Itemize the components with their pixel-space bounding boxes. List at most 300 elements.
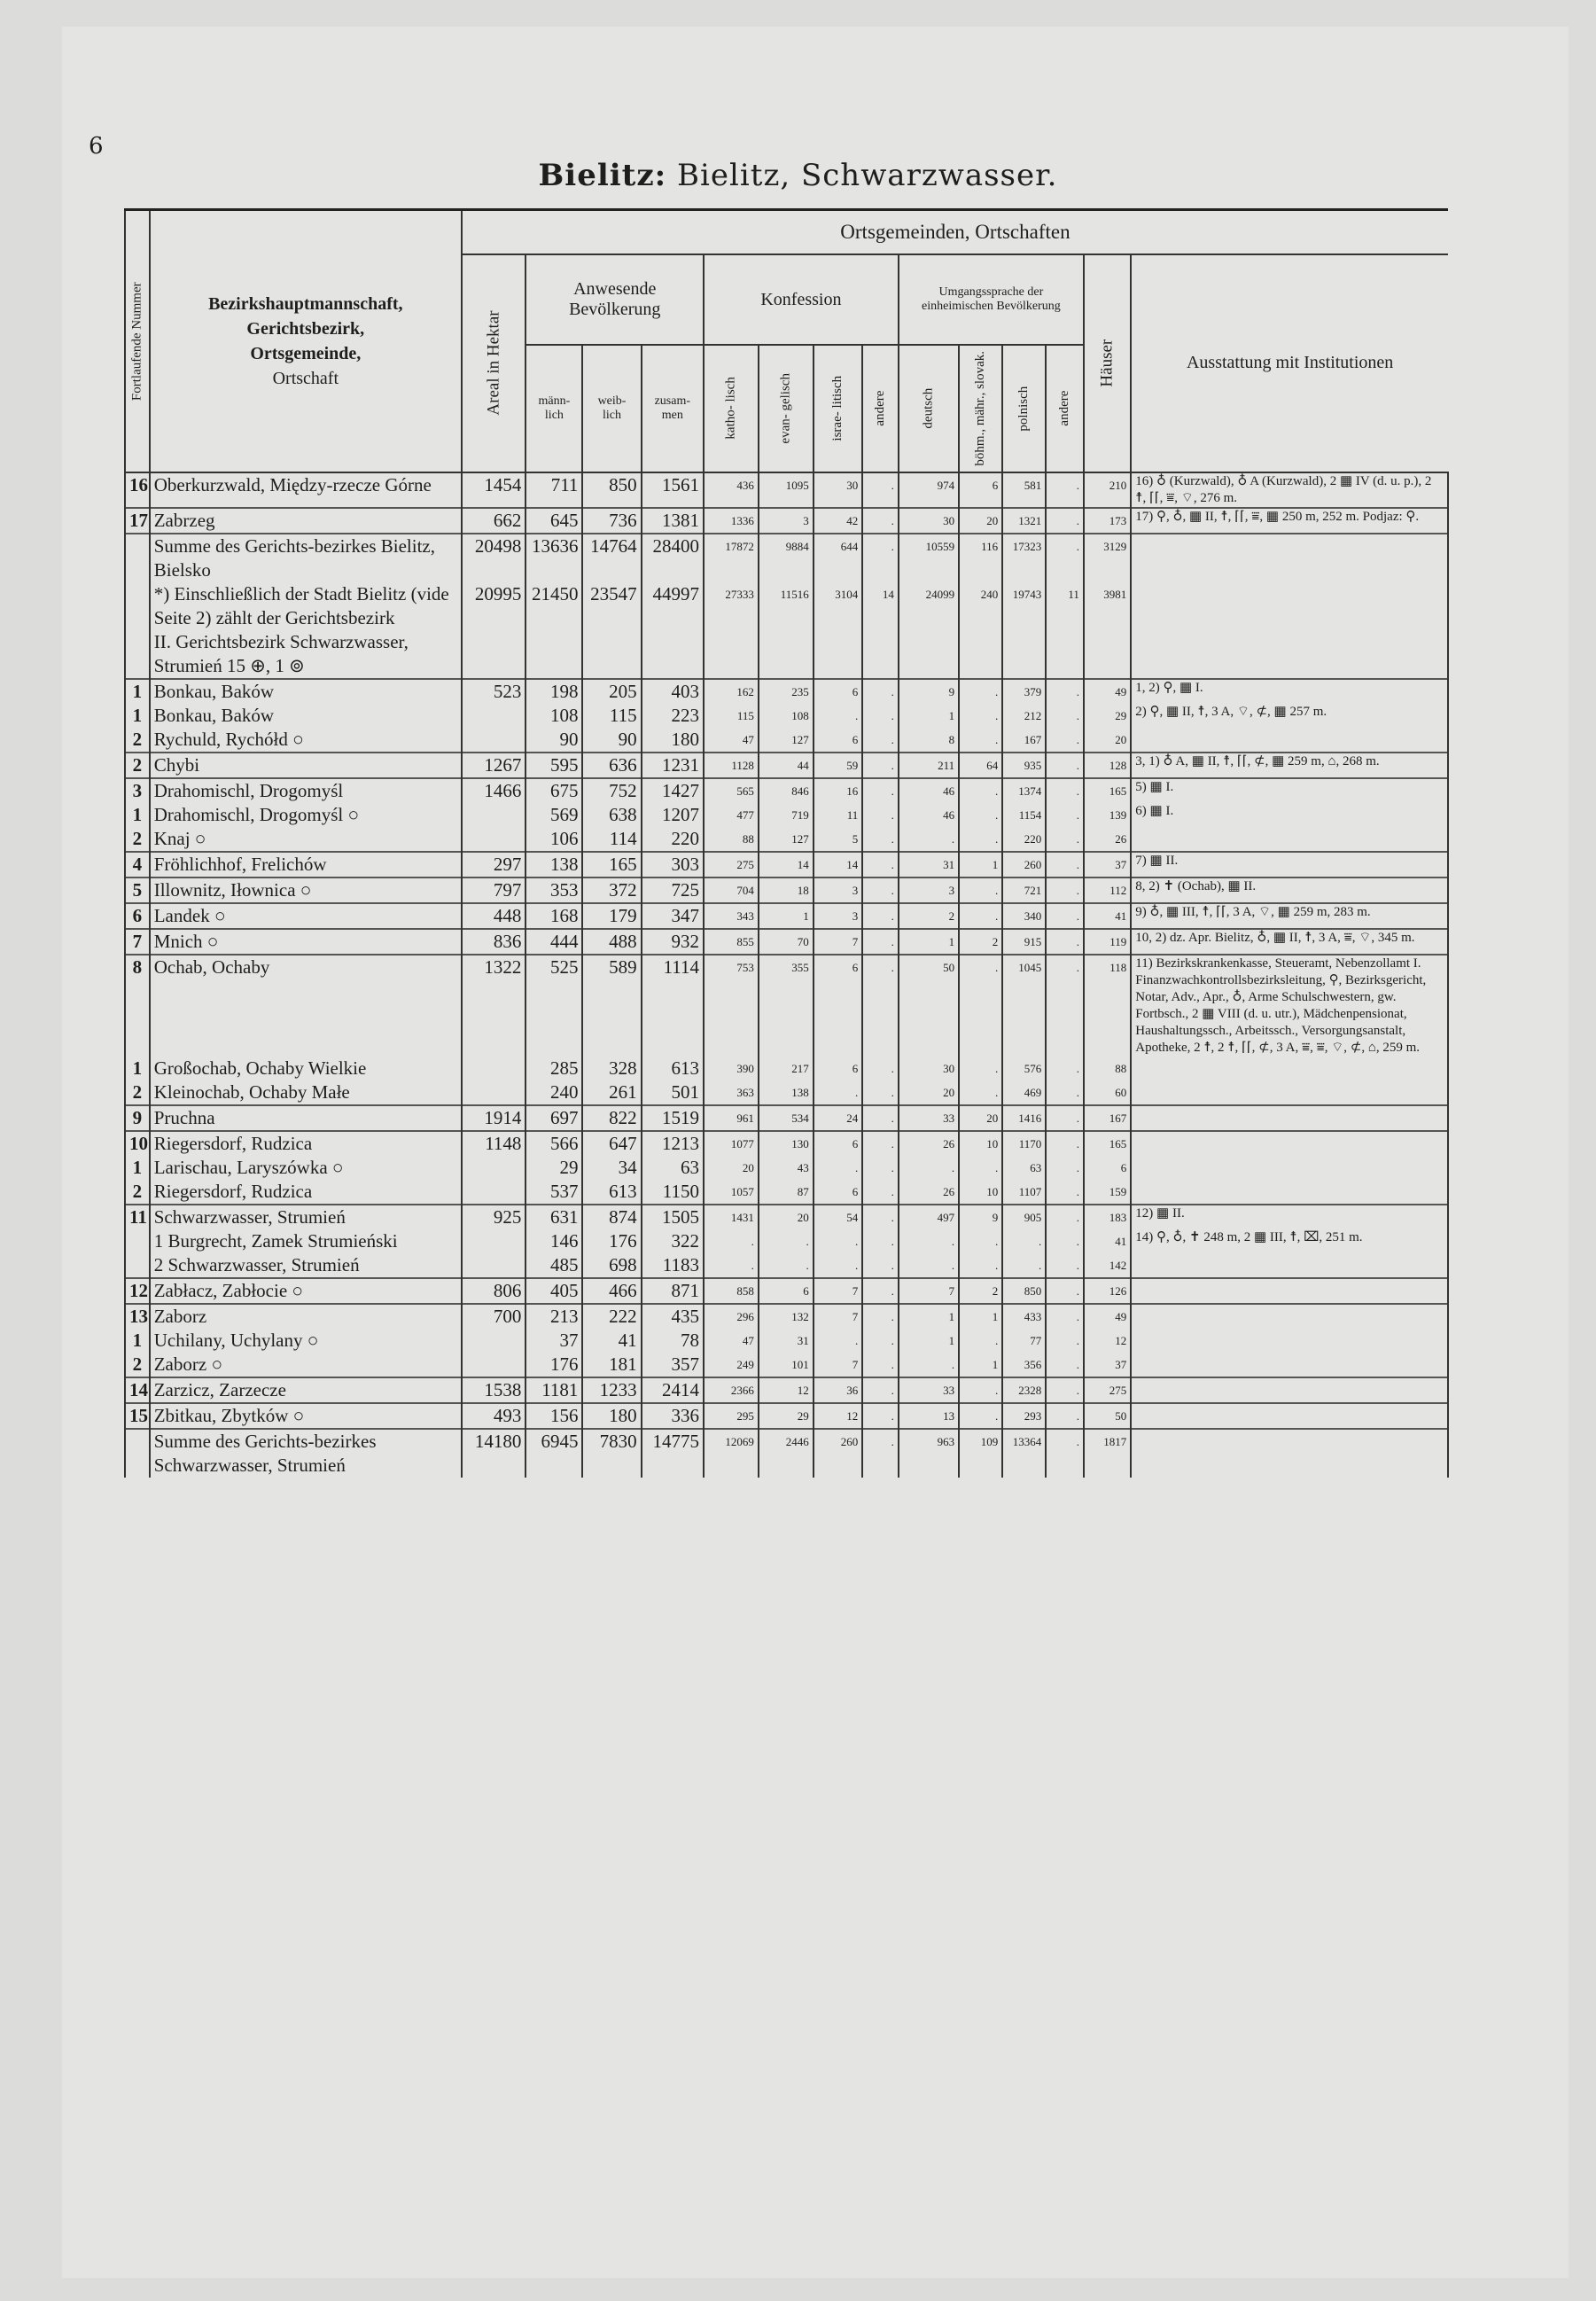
cell-de: 2 bbox=[899, 903, 959, 929]
cell-an: . bbox=[1046, 1329, 1084, 1353]
table-row bbox=[125, 852, 1448, 878]
cell-bo: 9 bbox=[959, 1205, 1002, 1229]
cell-ev: 70 bbox=[759, 929, 814, 955]
row-number bbox=[125, 1229, 150, 1253]
cell-pl: 293 bbox=[1002, 1403, 1046, 1429]
cell-kat: 27333 bbox=[704, 582, 759, 630]
cell-isr: . bbox=[814, 1229, 862, 1253]
cell-de: 50 bbox=[899, 955, 959, 1057]
cell-bo: 6 bbox=[959, 472, 1002, 508]
cell-kat: 477 bbox=[704, 803, 759, 827]
cell-areal bbox=[462, 1080, 526, 1105]
cell-and: . bbox=[862, 1057, 899, 1080]
cell-an: . bbox=[1046, 955, 1084, 1057]
institution-note bbox=[1131, 1105, 1448, 1131]
table-row bbox=[125, 903, 1448, 929]
col-bezirk-1: Bezirkshauptmannschaft, bbox=[208, 293, 403, 314]
cell-z: 613 bbox=[642, 1057, 704, 1080]
cell-m: 525 bbox=[526, 955, 582, 1057]
cell-h: 142 bbox=[1084, 1253, 1131, 1278]
cell-kat: 47 bbox=[704, 1329, 759, 1353]
row-number: 1 bbox=[125, 803, 150, 827]
cell-ev: . bbox=[759, 1253, 814, 1278]
col-andere2: andere bbox=[1046, 345, 1084, 472]
cell-an: . bbox=[1046, 1205, 1084, 1229]
institution-note: 11) Bezirkskrankenkasse, Steueramt, Nebenzollamt I. Finanzwachkontrollsbezirksleitung, ⚲, Bezirksgericht, Notar, Adv., Apr., ♁, Arme Schulschwestern, gw. Fortbsch., 2 ▦ VIII (d. u. utr.), Mädchenpensionat, Haushaltungssch., Arbeitssch., Versorgungsanstalt, Apotheke, 2 ☨, 2 ☨, ⌈⌈, ⊄, 3 A, ⩸, ⩸, ⌔, ⊄, ⌂, 259 m. bbox=[1131, 955, 1448, 1057]
cell-and: . bbox=[862, 803, 899, 827]
row-number: 16 bbox=[125, 472, 150, 508]
cell-ev: 127 bbox=[759, 827, 814, 852]
col-weiblich: weib- lich bbox=[582, 345, 641, 472]
cell-isr: 36 bbox=[814, 1377, 862, 1403]
cell-w: 181 bbox=[582, 1353, 641, 1377]
cell-h: 41 bbox=[1084, 1229, 1131, 1253]
cell-pl: 1416 bbox=[1002, 1105, 1046, 1131]
cell-h: 126 bbox=[1084, 1278, 1131, 1304]
cell-h: 41 bbox=[1084, 903, 1131, 929]
cell-bo: . bbox=[959, 803, 1002, 827]
cell-bo: . bbox=[959, 827, 1002, 852]
cell-w: 736 bbox=[582, 508, 641, 534]
row-number: 2 bbox=[125, 1353, 150, 1377]
cell-z: 63 bbox=[642, 1156, 704, 1180]
table-row bbox=[125, 1205, 1448, 1229]
table-row bbox=[125, 704, 1448, 728]
cell-h: 183 bbox=[1084, 1205, 1131, 1229]
cell-isr: 3 bbox=[814, 903, 862, 929]
cell-areal bbox=[462, 1180, 526, 1205]
row-number bbox=[125, 630, 150, 679]
cell-w: 372 bbox=[582, 878, 641, 903]
cell-pl: 260 bbox=[1002, 852, 1046, 878]
cell-an: . bbox=[1046, 852, 1084, 878]
institution-note: 5) ▦ I. bbox=[1131, 778, 1448, 803]
cell-pl bbox=[1002, 630, 1046, 679]
cell-and: . bbox=[862, 827, 899, 852]
institution-note bbox=[1131, 582, 1448, 630]
institution-note bbox=[1131, 1057, 1448, 1080]
cell-bo: . bbox=[959, 1229, 1002, 1253]
cell-areal: 1914 bbox=[462, 1105, 526, 1131]
institution-note: 8, 2) ✝ (Ochab), ▦ II. bbox=[1131, 878, 1448, 903]
cell-m: 353 bbox=[526, 878, 582, 903]
place-name: Landek ○ bbox=[150, 903, 462, 929]
cell-ev: 719 bbox=[759, 803, 814, 827]
cell-kat: . bbox=[704, 1229, 759, 1253]
table-row bbox=[125, 582, 1448, 630]
place-name: Zaborz bbox=[150, 1304, 462, 1329]
cell-h: 139 bbox=[1084, 803, 1131, 827]
cell-and: . bbox=[862, 1229, 899, 1253]
table-row bbox=[125, 472, 1448, 508]
cell-w: 850 bbox=[582, 472, 641, 508]
cell-ev: 44 bbox=[759, 753, 814, 778]
cell-kat: 343 bbox=[704, 903, 759, 929]
row-number: 2 bbox=[125, 1080, 150, 1105]
col-orts-header: Ortsgemeinden, Ortschaften bbox=[462, 210, 1448, 255]
cell-areal: 448 bbox=[462, 903, 526, 929]
cell-an: . bbox=[1046, 1403, 1084, 1429]
row-number: 1 bbox=[125, 704, 150, 728]
table-row bbox=[125, 1353, 1448, 1377]
cell-z: 1561 bbox=[642, 472, 704, 508]
place-name: Riegersdorf, Rudzica bbox=[150, 1131, 462, 1156]
cell-z: 403 bbox=[642, 679, 704, 704]
cell-pl: 721 bbox=[1002, 878, 1046, 903]
cell-z bbox=[642, 630, 704, 679]
cell-isr: 11 bbox=[814, 803, 862, 827]
cell-z: 1114 bbox=[642, 955, 704, 1057]
place-name: Drahomischl, Drogomyśl bbox=[150, 778, 462, 803]
cell-z: 347 bbox=[642, 903, 704, 929]
cell-areal: 662 bbox=[462, 508, 526, 534]
cell-h: 165 bbox=[1084, 778, 1131, 803]
cell-h: 173 bbox=[1084, 508, 1131, 534]
cell-isr: 16 bbox=[814, 778, 862, 803]
cell-isr: 6 bbox=[814, 1180, 862, 1205]
cell-bo: . bbox=[959, 1080, 1002, 1105]
cell-m: 631 bbox=[526, 1205, 582, 1229]
cell-and: . bbox=[862, 1180, 899, 1205]
cell-kat: 858 bbox=[704, 1278, 759, 1304]
cell-bo: . bbox=[959, 878, 1002, 903]
cell-isr: 3 bbox=[814, 878, 862, 903]
cell-areal: 523 bbox=[462, 679, 526, 704]
cell-kat: 1431 bbox=[704, 1205, 759, 1229]
cell-an: . bbox=[1046, 1278, 1084, 1304]
cell-bo: . bbox=[959, 1377, 1002, 1403]
cell-de: 33 bbox=[899, 1105, 959, 1131]
institution-note bbox=[1131, 1377, 1448, 1403]
cell-pl: 1045 bbox=[1002, 955, 1046, 1057]
cell-and bbox=[862, 630, 899, 679]
cell-w: 23547 bbox=[582, 582, 641, 630]
cell-h: 29 bbox=[1084, 704, 1131, 728]
cell-isr: 30 bbox=[814, 472, 862, 508]
cell-ev: 846 bbox=[759, 778, 814, 803]
cell-an: . bbox=[1046, 1080, 1084, 1105]
cell-w: 488 bbox=[582, 929, 641, 955]
cell-m: 285 bbox=[526, 1057, 582, 1080]
cell-m: 146 bbox=[526, 1229, 582, 1253]
cell-z: 725 bbox=[642, 878, 704, 903]
cell-and: . bbox=[862, 852, 899, 878]
col-fortlaufende: Fortlaufende Nummer bbox=[125, 210, 150, 472]
row-number: 7 bbox=[125, 929, 150, 955]
cell-ev: 87 bbox=[759, 1180, 814, 1205]
cell-areal: 1538 bbox=[462, 1377, 526, 1403]
cell-de: . bbox=[899, 1253, 959, 1278]
cell-z: 220 bbox=[642, 827, 704, 852]
cell-isr: 7 bbox=[814, 1353, 862, 1377]
cell-areal: 1267 bbox=[462, 753, 526, 778]
cell-areal: 14180 bbox=[462, 1429, 526, 1478]
cell-de: 8 bbox=[899, 728, 959, 753]
cell-w: 752 bbox=[582, 778, 641, 803]
cell-and: . bbox=[862, 778, 899, 803]
cell-isr: 12 bbox=[814, 1403, 862, 1429]
cell-an: . bbox=[1046, 534, 1084, 582]
cell-isr: 7 bbox=[814, 929, 862, 955]
cell-m: 595 bbox=[526, 753, 582, 778]
cell-w: 7830 bbox=[582, 1429, 641, 1478]
cell-kat bbox=[704, 630, 759, 679]
cell-ev: 11516 bbox=[759, 582, 814, 630]
cell-de: 1 bbox=[899, 1329, 959, 1353]
cell-kat: 275 bbox=[704, 852, 759, 878]
cell-areal: 20498 bbox=[462, 534, 526, 582]
cell-bo: . bbox=[959, 1156, 1002, 1180]
cell-z: 1381 bbox=[642, 508, 704, 534]
institution-note bbox=[1131, 1329, 1448, 1353]
cell-bo: 10 bbox=[959, 1180, 1002, 1205]
cell-bo: 10 bbox=[959, 1131, 1002, 1156]
cell-pl: 167 bbox=[1002, 728, 1046, 753]
cell-m: 1181 bbox=[526, 1377, 582, 1403]
cell-de: . bbox=[899, 827, 959, 852]
cell-h: 20 bbox=[1084, 728, 1131, 753]
col-bezirk-2: Gerichtsbezirk, bbox=[246, 318, 365, 339]
col-haeuser: Häuser bbox=[1084, 254, 1131, 472]
cell-an: . bbox=[1046, 929, 1084, 955]
cell-w: 261 bbox=[582, 1080, 641, 1105]
cell-de: 46 bbox=[899, 803, 959, 827]
cell-an: . bbox=[1046, 1105, 1084, 1131]
cell-an: . bbox=[1046, 1180, 1084, 1205]
row-number: 2 bbox=[125, 728, 150, 753]
cell-m: 138 bbox=[526, 852, 582, 878]
cell-m: 90 bbox=[526, 728, 582, 753]
institution-note: 17) ⚲, ♁, ▦ II, ☨, ⌈⌈, ⩸, ▦ 250 m, 252 m. Podjaz: ⚲. bbox=[1131, 508, 1448, 534]
cell-h: 119 bbox=[1084, 929, 1131, 955]
cell-an: . bbox=[1046, 1156, 1084, 1180]
cell-ev: 534 bbox=[759, 1105, 814, 1131]
cell-de: 31 bbox=[899, 852, 959, 878]
row-number: 11 bbox=[125, 1205, 150, 1229]
col-umgangssprache: Umgangssprache der einheimischen Bevölkerung bbox=[899, 254, 1084, 345]
cell-an: 11 bbox=[1046, 582, 1084, 630]
cell-ev: 355 bbox=[759, 955, 814, 1057]
cell-isr: 54 bbox=[814, 1205, 862, 1229]
cell-z: 28400 bbox=[642, 534, 704, 582]
cell-ev: 31 bbox=[759, 1329, 814, 1353]
place-name: Chybi bbox=[150, 753, 462, 778]
cell-kat: 47 bbox=[704, 728, 759, 753]
row-number: 6 bbox=[125, 903, 150, 929]
cell-isr: 5 bbox=[814, 827, 862, 852]
cell-an: . bbox=[1046, 1229, 1084, 1253]
cell-w: 698 bbox=[582, 1253, 641, 1278]
cell-h: 12 bbox=[1084, 1329, 1131, 1353]
institution-note: 12) ▦ II. bbox=[1131, 1205, 1448, 1229]
place-name: Uchilany, Uchylany ○ bbox=[150, 1329, 462, 1353]
cell-isr: . bbox=[814, 1080, 862, 1105]
place-name: Zbitkau, Zbytków ○ bbox=[150, 1403, 462, 1429]
cell-bo: . bbox=[959, 778, 1002, 803]
table-row bbox=[125, 1057, 1448, 1080]
table-row bbox=[125, 534, 1448, 582]
institution-note bbox=[1131, 1304, 1448, 1329]
place-name: Fröhlichhof, Frelichów bbox=[150, 852, 462, 878]
cell-pl: 17323 bbox=[1002, 534, 1046, 582]
cell-pl: 576 bbox=[1002, 1057, 1046, 1080]
place-name: Kleinochab, Ochaby Małe bbox=[150, 1080, 462, 1105]
cell-w: 647 bbox=[582, 1131, 641, 1156]
cell-pl: 19743 bbox=[1002, 582, 1046, 630]
cell-isr: 3104 bbox=[814, 582, 862, 630]
cell-h: 3129 bbox=[1084, 534, 1131, 582]
table-row bbox=[125, 955, 1448, 1057]
cell-areal: 836 bbox=[462, 929, 526, 955]
place-name: Ochab, Ochaby bbox=[150, 955, 462, 1057]
place-name: Bonkau, Baków bbox=[150, 704, 462, 728]
cell-pl: 905 bbox=[1002, 1205, 1046, 1229]
cell-isr: . bbox=[814, 1329, 862, 1353]
cell-isr: 6 bbox=[814, 728, 862, 753]
cell-isr: 6 bbox=[814, 679, 862, 704]
row-number: 1 bbox=[125, 1057, 150, 1080]
row-number: 2 bbox=[125, 1180, 150, 1205]
cell-z: 1207 bbox=[642, 803, 704, 827]
col-evangelisch: evan- gelisch bbox=[759, 345, 814, 472]
cell-z: 932 bbox=[642, 929, 704, 955]
cell-z: 357 bbox=[642, 1353, 704, 1377]
cell-kat: 565 bbox=[704, 778, 759, 803]
cell-kat: 363 bbox=[704, 1080, 759, 1105]
cell-and: 14 bbox=[862, 582, 899, 630]
cell-areal: 20995 bbox=[462, 582, 526, 630]
institution-note: 2) ⚲, ▦ II, ☨, 3 A, ⌔, ⊄, ▦ 257 m. bbox=[1131, 704, 1448, 728]
cell-h bbox=[1084, 630, 1131, 679]
cell-and: . bbox=[862, 1105, 899, 1131]
cell-an: . bbox=[1046, 704, 1084, 728]
cell-z: 1231 bbox=[642, 753, 704, 778]
cell-bo: 2 bbox=[959, 1278, 1002, 1304]
col-boehm: böhm., mähr., slovak. bbox=[959, 345, 1002, 472]
row-number: 13 bbox=[125, 1304, 150, 1329]
cell-pl: 469 bbox=[1002, 1080, 1046, 1105]
institution-note bbox=[1131, 728, 1448, 753]
cell-ev: 29 bbox=[759, 1403, 814, 1429]
row-number: 4 bbox=[125, 852, 150, 878]
cell-bo: 116 bbox=[959, 534, 1002, 582]
cell-and: . bbox=[862, 1253, 899, 1278]
cell-ev: 43 bbox=[759, 1156, 814, 1180]
cell-an: . bbox=[1046, 1304, 1084, 1329]
table-row bbox=[125, 679, 1448, 704]
row-number: 14 bbox=[125, 1377, 150, 1403]
cell-an: . bbox=[1046, 1377, 1084, 1403]
cell-pl: 433 bbox=[1002, 1304, 1046, 1329]
cell-and: . bbox=[862, 679, 899, 704]
cell-w: 1233 bbox=[582, 1377, 641, 1403]
place-name: Zabłacz, Zabłocie ○ bbox=[150, 1278, 462, 1304]
cell-h: 275 bbox=[1084, 1377, 1131, 1403]
cell-areal bbox=[462, 1057, 526, 1080]
cell-h: 49 bbox=[1084, 1304, 1131, 1329]
cell-ev: 130 bbox=[759, 1131, 814, 1156]
cell-and: . bbox=[862, 1403, 899, 1429]
row-number: 5 bbox=[125, 878, 150, 903]
cell-isr: 260 bbox=[814, 1429, 862, 1478]
cell-bo bbox=[959, 630, 1002, 679]
cell-pl: 1154 bbox=[1002, 803, 1046, 827]
table-row bbox=[125, 1080, 1448, 1105]
cell-bo: 20 bbox=[959, 508, 1002, 534]
cell-ev: . bbox=[759, 1229, 814, 1253]
cell-w: 638 bbox=[582, 803, 641, 827]
cell-and: . bbox=[862, 903, 899, 929]
cell-z: 501 bbox=[642, 1080, 704, 1105]
cell-bo: 1 bbox=[959, 852, 1002, 878]
cell-bo: . bbox=[959, 1057, 1002, 1080]
place-name: Riegersdorf, Rudzica bbox=[150, 1180, 462, 1205]
cell-de: 13 bbox=[899, 1403, 959, 1429]
cell-kat: 704 bbox=[704, 878, 759, 903]
cell-de bbox=[899, 630, 959, 679]
cell-bo: 64 bbox=[959, 753, 1002, 778]
cell-de: 3 bbox=[899, 878, 959, 903]
col-polnisch: polnisch bbox=[1002, 345, 1046, 472]
cell-areal: 1454 bbox=[462, 472, 526, 508]
cell-areal bbox=[462, 630, 526, 679]
cell-h: 112 bbox=[1084, 878, 1131, 903]
cell-isr: . bbox=[814, 1156, 862, 1180]
cell-de: 1 bbox=[899, 704, 959, 728]
cell-de: 24099 bbox=[899, 582, 959, 630]
place-name: Bonkau, Baków bbox=[150, 679, 462, 704]
cell-m: 176 bbox=[526, 1353, 582, 1377]
cell-de: 30 bbox=[899, 1057, 959, 1080]
cell-m: 21450 bbox=[526, 582, 582, 630]
cell-pl: 220 bbox=[1002, 827, 1046, 852]
cell-isr: 42 bbox=[814, 508, 862, 534]
cell-kat: 436 bbox=[704, 472, 759, 508]
institution-note bbox=[1131, 827, 1448, 852]
cell-h: 50 bbox=[1084, 1403, 1131, 1429]
institution-note bbox=[1131, 1156, 1448, 1180]
cell-bo: . bbox=[959, 679, 1002, 704]
cell-and: . bbox=[862, 508, 899, 534]
cell-z: 336 bbox=[642, 1403, 704, 1429]
table-row bbox=[125, 878, 1448, 903]
cell-isr: 24 bbox=[814, 1105, 862, 1131]
row-number bbox=[125, 582, 150, 630]
cell-areal: 1148 bbox=[462, 1131, 526, 1156]
cell-pl: 915 bbox=[1002, 929, 1046, 955]
cell-m: 645 bbox=[526, 508, 582, 534]
cell-an: . bbox=[1046, 903, 1084, 929]
cell-z: 78 bbox=[642, 1329, 704, 1353]
place-name: Rychuld, Rychółd ○ bbox=[150, 728, 462, 753]
cell-pl: 77 bbox=[1002, 1329, 1046, 1353]
cell-m: 213 bbox=[526, 1304, 582, 1329]
cell-pl: 356 bbox=[1002, 1353, 1046, 1377]
row-number: 1 bbox=[125, 679, 150, 704]
cell-ev: 217 bbox=[759, 1057, 814, 1080]
institution-note: 7) ▦ II. bbox=[1131, 852, 1448, 878]
col-maennlich: männ- lich bbox=[526, 345, 582, 472]
table-row bbox=[125, 1156, 1448, 1180]
cell-bo: . bbox=[959, 728, 1002, 753]
cell-w: 328 bbox=[582, 1057, 641, 1080]
cell-bo: . bbox=[959, 704, 1002, 728]
cell-w: 165 bbox=[582, 852, 641, 878]
table-row bbox=[125, 728, 1448, 753]
place-name: 1 Burgrecht, Zamek Strumieński bbox=[150, 1229, 462, 1253]
col-anwesende: Anwesende Bevölkerung bbox=[526, 254, 704, 345]
cell-areal bbox=[462, 1229, 526, 1253]
